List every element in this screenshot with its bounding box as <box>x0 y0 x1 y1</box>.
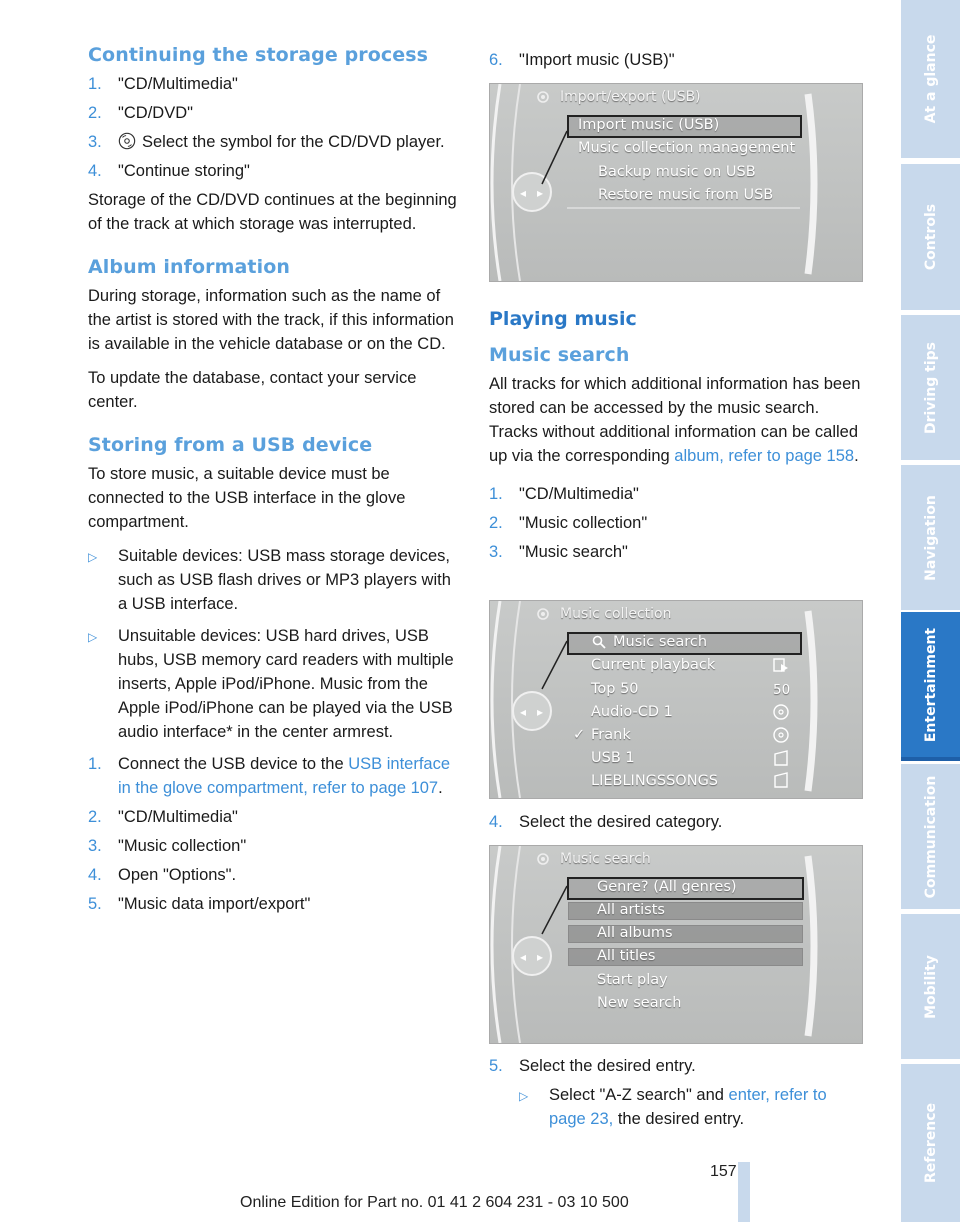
paragraph: To update the database, contact your service center. <box>88 369 417 411</box>
settings-icon <box>534 851 552 867</box>
screen-title: Import/export (USB) <box>560 89 701 105</box>
left-column <box>88 44 463 921</box>
list-item: 2. "CD/Multimedia" <box>88 808 238 826</box>
page-marker <box>738 1162 750 1222</box>
controller-frame-graphic <box>490 601 862 798</box>
menu-item-genre[interactable]: Genre? (All genres) <box>597 879 737 895</box>
svg-text:◂: ◂ <box>520 186 527 200</box>
menu-item-import-music[interactable]: Import music (USB) <box>578 117 720 133</box>
tab-at-a-glance[interactable]: At a glance <box>901 0 960 158</box>
list-item: 5. "Music data import/export" <box>88 895 311 913</box>
screen-music-collection <box>489 600 863 799</box>
list-item: 1. Connect the USB device to the USB interface in the glove compartment, refer to page 107. <box>88 755 451 797</box>
playlist-icon <box>773 772 789 788</box>
list-item: 1. "CD/Multimedia" <box>489 485 639 503</box>
heading-album-information: Album information <box>88 256 290 278</box>
tab-mobility[interactable]: Mobility <box>901 914 960 1059</box>
paragraph: Storage of the CD/DVD continues at the beginning of the track at which storage was interrupted. <box>88 191 457 233</box>
heading-playing-music: Playing music <box>489 308 637 330</box>
checkmark-icon: ✓ <box>573 727 586 743</box>
list-item: 2. "CD/DVD" <box>88 104 193 122</box>
paragraph: All tracks for which additional information has been stored can be accessed by the music search. Tracks without additional information can be called up via the corresponding album, refer to page 158. <box>489 375 861 465</box>
list-item: 5. Select the desired entry. <box>489 1057 696 1075</box>
controller-frame-graphic <box>490 84 862 281</box>
list-item: 6. "Import music (USB)" <box>489 51 675 69</box>
settings-icon <box>534 89 552 105</box>
menu-item-all-albums[interactable]: All albums <box>597 925 673 941</box>
usb-interface-link[interactable]: USB interface in the glove compartment, refer to page 107 <box>118 755 451 797</box>
svg-text:▸: ▸ <box>537 950 544 964</box>
heading-storing-usb: Storing from a USB device <box>88 434 373 456</box>
tab-communication[interactable]: Communication <box>901 764 960 909</box>
cd-dvd-icon <box>118 132 136 150</box>
menu-item-restore-music[interactable]: Restore music from USB <box>598 187 774 203</box>
menu-item-all-titles[interactable]: All titles <box>597 948 656 964</box>
screen-music-search <box>489 845 863 1044</box>
heading-continuing-storage: Continuing the storage process <box>88 44 429 66</box>
search-icon <box>592 635 606 649</box>
bullet-item: ▷ Suitable devices: USB mass storage devices, such as USB flash drives or MP3 players with a USB interface. <box>88 547 451 613</box>
cd-icon <box>773 727 789 743</box>
a-z-search-link[interactable]: enter, refer to page 23, <box>549 1086 827 1128</box>
page-number: 157 <box>710 1163 737 1180</box>
album-page-link[interactable]: album, refer to page 158 <box>674 447 855 465</box>
tab-controls[interactable]: Controls <box>901 164 960 310</box>
screen-import-export-usb <box>489 83 863 282</box>
top-50-value: 50 <box>773 682 791 698</box>
tab-driving-tips[interactable]: Driving tips <box>901 315 960 460</box>
list-item: 3. "Music collection" <box>88 837 247 855</box>
list-item: 4. "Continue storing" <box>88 162 250 180</box>
svg-text:▸: ▸ <box>537 186 544 200</box>
svg-text:◂: ◂ <box>520 950 527 964</box>
menu-item-audio-cd[interactable]: Audio-CD 1 <box>591 704 673 720</box>
menu-item-current-playback[interactable]: Current playback <box>591 657 716 673</box>
menu-item-new-search[interactable]: New search <box>597 995 682 1011</box>
chapter-tabs <box>901 0 960 1222</box>
menu-item-usb[interactable]: USB 1 <box>591 750 635 766</box>
settings-icon <box>534 606 552 622</box>
right-bottom-block <box>489 1054 863 1139</box>
screen-title: Music search <box>560 851 651 867</box>
controller-frame-graphic <box>490 846 862 1043</box>
list-item: 4. Open "Options". <box>88 866 237 884</box>
heading-music-search: Music search <box>489 344 630 366</box>
list-item: 3. "Music search" <box>489 543 628 561</box>
svg-text:▸: ▸ <box>537 705 544 719</box>
tab-entertainment[interactable]: Entertainment <box>901 612 960 757</box>
right-text-block <box>489 308 863 569</box>
menu-item-music-collection-management[interactable]: Music collection management <box>578 140 796 156</box>
tab-navigation[interactable]: Navigation <box>901 465 960 610</box>
menu-item-all-artists[interactable]: All artists <box>597 902 665 918</box>
tab-reference[interactable]: Reference <box>901 1064 960 1222</box>
footer-text: Online Edition for Part no. 01 41 2 604 231 - 03 10 500 <box>240 1194 629 1211</box>
menu-item-frank[interactable]: Frank <box>591 727 631 743</box>
paragraph: To store music, a suitable device must be connected to the USB interface in the glove compartment. <box>88 465 406 531</box>
usb-device-icon <box>773 750 789 766</box>
paragraph: During storage, information such as the name of the artist is stored with the track, if this information is available in the vehicle database or on the CD. <box>88 287 454 353</box>
svg-text:◂: ◂ <box>520 705 527 719</box>
bullet-item: ▷ Select "A-Z search" and enter, refer to page 23, the desired entry. <box>519 1086 827 1128</box>
current-playback-icon <box>773 658 789 674</box>
list-item: 2. "Music collection" <box>489 514 648 532</box>
menu-item-backup-music[interactable]: Backup music on USB <box>598 164 756 180</box>
screen-title: Music collection <box>560 606 672 622</box>
menu-item-lieblingssongs[interactable]: LIEBLINGSSONGS <box>591 773 719 789</box>
list-item: 3. Select the symbol for the CD/DVD player. <box>88 133 445 151</box>
cd-icon <box>773 704 789 720</box>
list-item: 4. Select the desired category. <box>489 813 723 831</box>
menu-item-top-50[interactable]: Top 50 <box>591 681 639 697</box>
menu-item-music-search[interactable]: Music search <box>613 634 708 650</box>
bullet-item: ▷ Unsuitable devices: USB hard drives, USB hubs, USB memory card readers with multiple inserts, Apple iPod/iPhone. Music from the Apple iPod/iPhone can be played via the USB audio interface* in the center armrest. <box>88 627 454 741</box>
menu-item-start-play[interactable]: Start play <box>597 972 668 988</box>
list-item: 1. "CD/Multimedia" <box>88 75 238 93</box>
